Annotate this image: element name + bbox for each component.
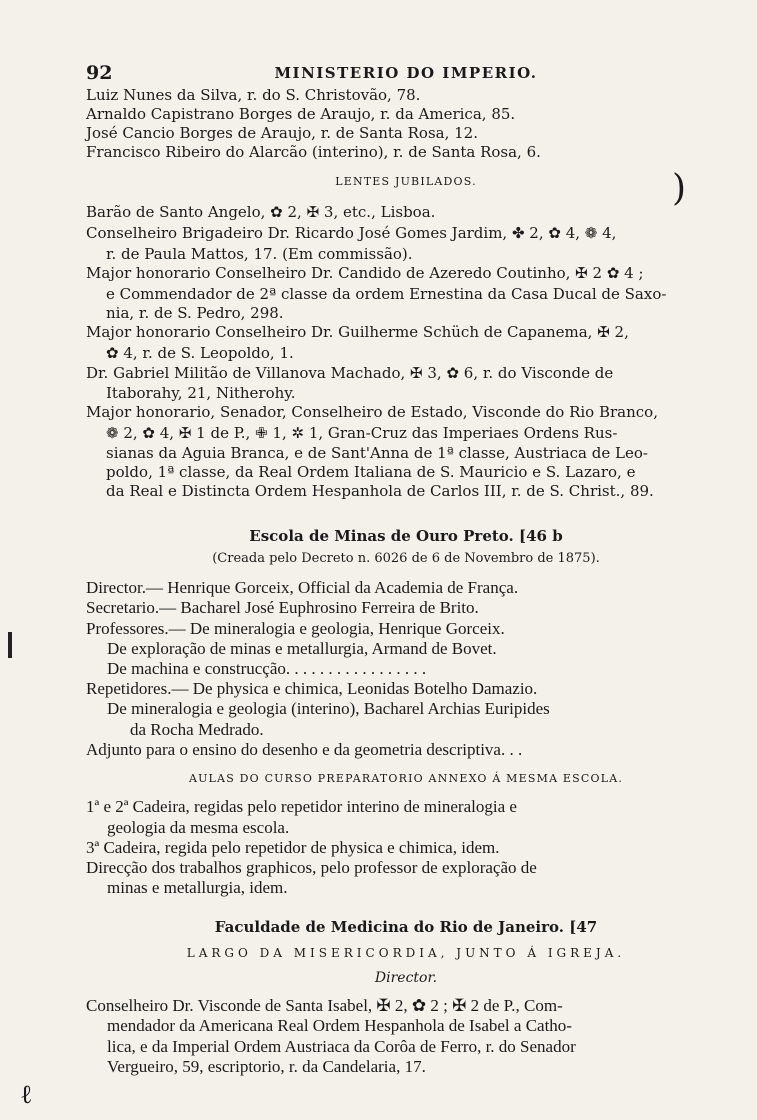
escola-line: De mineralogia e geologia (interino), Bacharel Archias Euripides (107, 699, 550, 718)
margin-bracket: ) (672, 168, 687, 209)
aulas-line: Direcção dos trabalhos graphicos, pelo professor de exploração de (86, 858, 537, 877)
lentes-line: r. de Paula Mattos, 17. (Em commissão). (106, 245, 413, 263)
escola-line: Director.— Henrique Gorceix, Official da Academia de França. (86, 578, 519, 597)
page-number: 92 (86, 62, 113, 84)
lentes-line: da Real e Distincta Ordem Hespanhola de Carlos III, r. de S. Christ., 89. (106, 482, 654, 500)
escola-line: Repetidores.— De physica e chimica, Leonidas Botelho Damazio. (86, 679, 538, 698)
lentes-line: poldo, 1ª classe, da Real Ordem Italiana de S. Mauricio e S. Lazaro, e (106, 463, 636, 481)
escola-line: da Rocha Medrado. (130, 720, 264, 739)
lentes-heading: LENTES JUBILADOS. (335, 175, 477, 188)
staff-line: Francisco Ribeiro do Alarcão (interino), r. de Santa Rosa, 6. (86, 143, 541, 161)
lentes-line: ❁ 2, ✿ 4, ✠ 1 de P., ✙ 1, ✲ 1, Gran-Cruz das Imperiaes Ordens Rus- (106, 424, 618, 442)
corner-scribble: ℓ (20, 1080, 33, 1110)
aulas-heading: AULAS DO CURSO PREPARATORIO ANNEXO Á MESMA ESCOLA. (188, 772, 624, 785)
aulas-line: 3ª Cadeira, regida pelo repetidor de physica e chimica, idem. (86, 838, 500, 857)
lentes-line: ✿ 4, r. de S. Leopoldo, 1. (106, 344, 294, 362)
director-heading: Director. (374, 970, 438, 986)
aulas-line: minas e metallurgia, idem. (107, 878, 288, 897)
faculdade-line: lica, e da Imperial Ordem Austriaca da Corôa de Ferro, r. do Senador (107, 1037, 576, 1056)
faculdade-line: Vergueiro, 59, escriptorio, r. da Candelaria, 17. (107, 1057, 426, 1076)
staff-line: Arnaldo Capistrano Borges de Araujo, r. da America, 85. (86, 105, 516, 123)
faculdade-line: mendador da Americana Real Ordem Hespanhola de Isabel a Catho- (107, 1016, 572, 1035)
running-title: MINISTERIO DO IMPERIO. (274, 64, 538, 82)
escola-subtitle: (Creada pelo Decreto n. 6026 de 6 de Novembro de 1875). (212, 551, 600, 566)
escola-line: Adjunto para o ensino do desenho e da geometria descriptiva. . . (86, 740, 523, 759)
lentes-line: Major honorario Conselheiro Dr. Candido de Azeredo Coutinho, ✠ 2 ✿ 4 ; (86, 264, 644, 282)
escola-line: Professores.— De mineralogia e geologia, Henrique Gorceix. (86, 619, 505, 638)
escola-line: De exploração de minas e metallurgia, Armand de Bovet. (107, 639, 497, 658)
margin-mark (8, 632, 12, 658)
faculdade-address: LARGO DA MISERICORDIA, JUNTO Á IGREJA. (186, 946, 626, 960)
escola-line: Secretario.— Bacharel José Euphrosino Ferreira de Brito. (86, 598, 479, 617)
faculdade-line: Conselheiro Dr. Visconde de Santa Isabel, ✠ 2, ✿ 2 ; ✠ 2 de P., Com- (86, 996, 563, 1015)
lentes-line: sianas da Aguia Branca, e de Sant'Anna de 1ª classe, Austriaca de Leo- (106, 444, 648, 462)
page-header (86, 62, 726, 86)
aulas-line: geologia da mesma escola. (107, 818, 290, 837)
lentes-line: Conselheiro Brigadeiro Dr. Ricardo José Gomes Jardim, ✤ 2, ✿ 4, ❁ 4, (86, 224, 617, 242)
lentes-line: Dr. Gabriel Militão de Villanova Machado, ✠ 3, ✿ 6, r. do Visconde de (86, 364, 614, 382)
escola-title: Escola de Minas de Ouro Preto. [46 b (249, 527, 563, 545)
faculdade-title: Faculdade de Medicina do Rio de Janeiro. [47 (214, 918, 598, 936)
staff-line: José Cancio Borges de Araujo, r. de Santa Rosa, 12. (86, 124, 478, 142)
staff-line: Luiz Nunes da Silva, r. do S. Christovão, 78. (86, 86, 421, 104)
lentes-line: e Commendador de 2ª classe da ordem Ernestina da Casa Ducal de Saxo- (106, 285, 667, 303)
lentes-line: nia, r. de S. Pedro, 298. (106, 304, 284, 322)
aulas-line: 1ª e 2ª Cadeira, regidas pelo repetidor interino de mineralogia e (86, 797, 517, 816)
lentes-line: Major honorario, Senador, Conselheiro de Estado, Visconde do Rio Branco, (86, 403, 658, 421)
lentes-line: Itaborahy, 21, Nitherohy. (106, 384, 296, 402)
lentes-line: Barão de Santo Angelo, ✿ 2, ✠ 3, etc., Lisboa. (86, 203, 436, 221)
escola-line: De machina e construcção. . . . . . . . . . . . . . . . . (107, 659, 427, 678)
lentes-line: Major honorario Conselheiro Dr. Guilherme Schüch de Capanema, ✠ 2, (86, 323, 629, 341)
